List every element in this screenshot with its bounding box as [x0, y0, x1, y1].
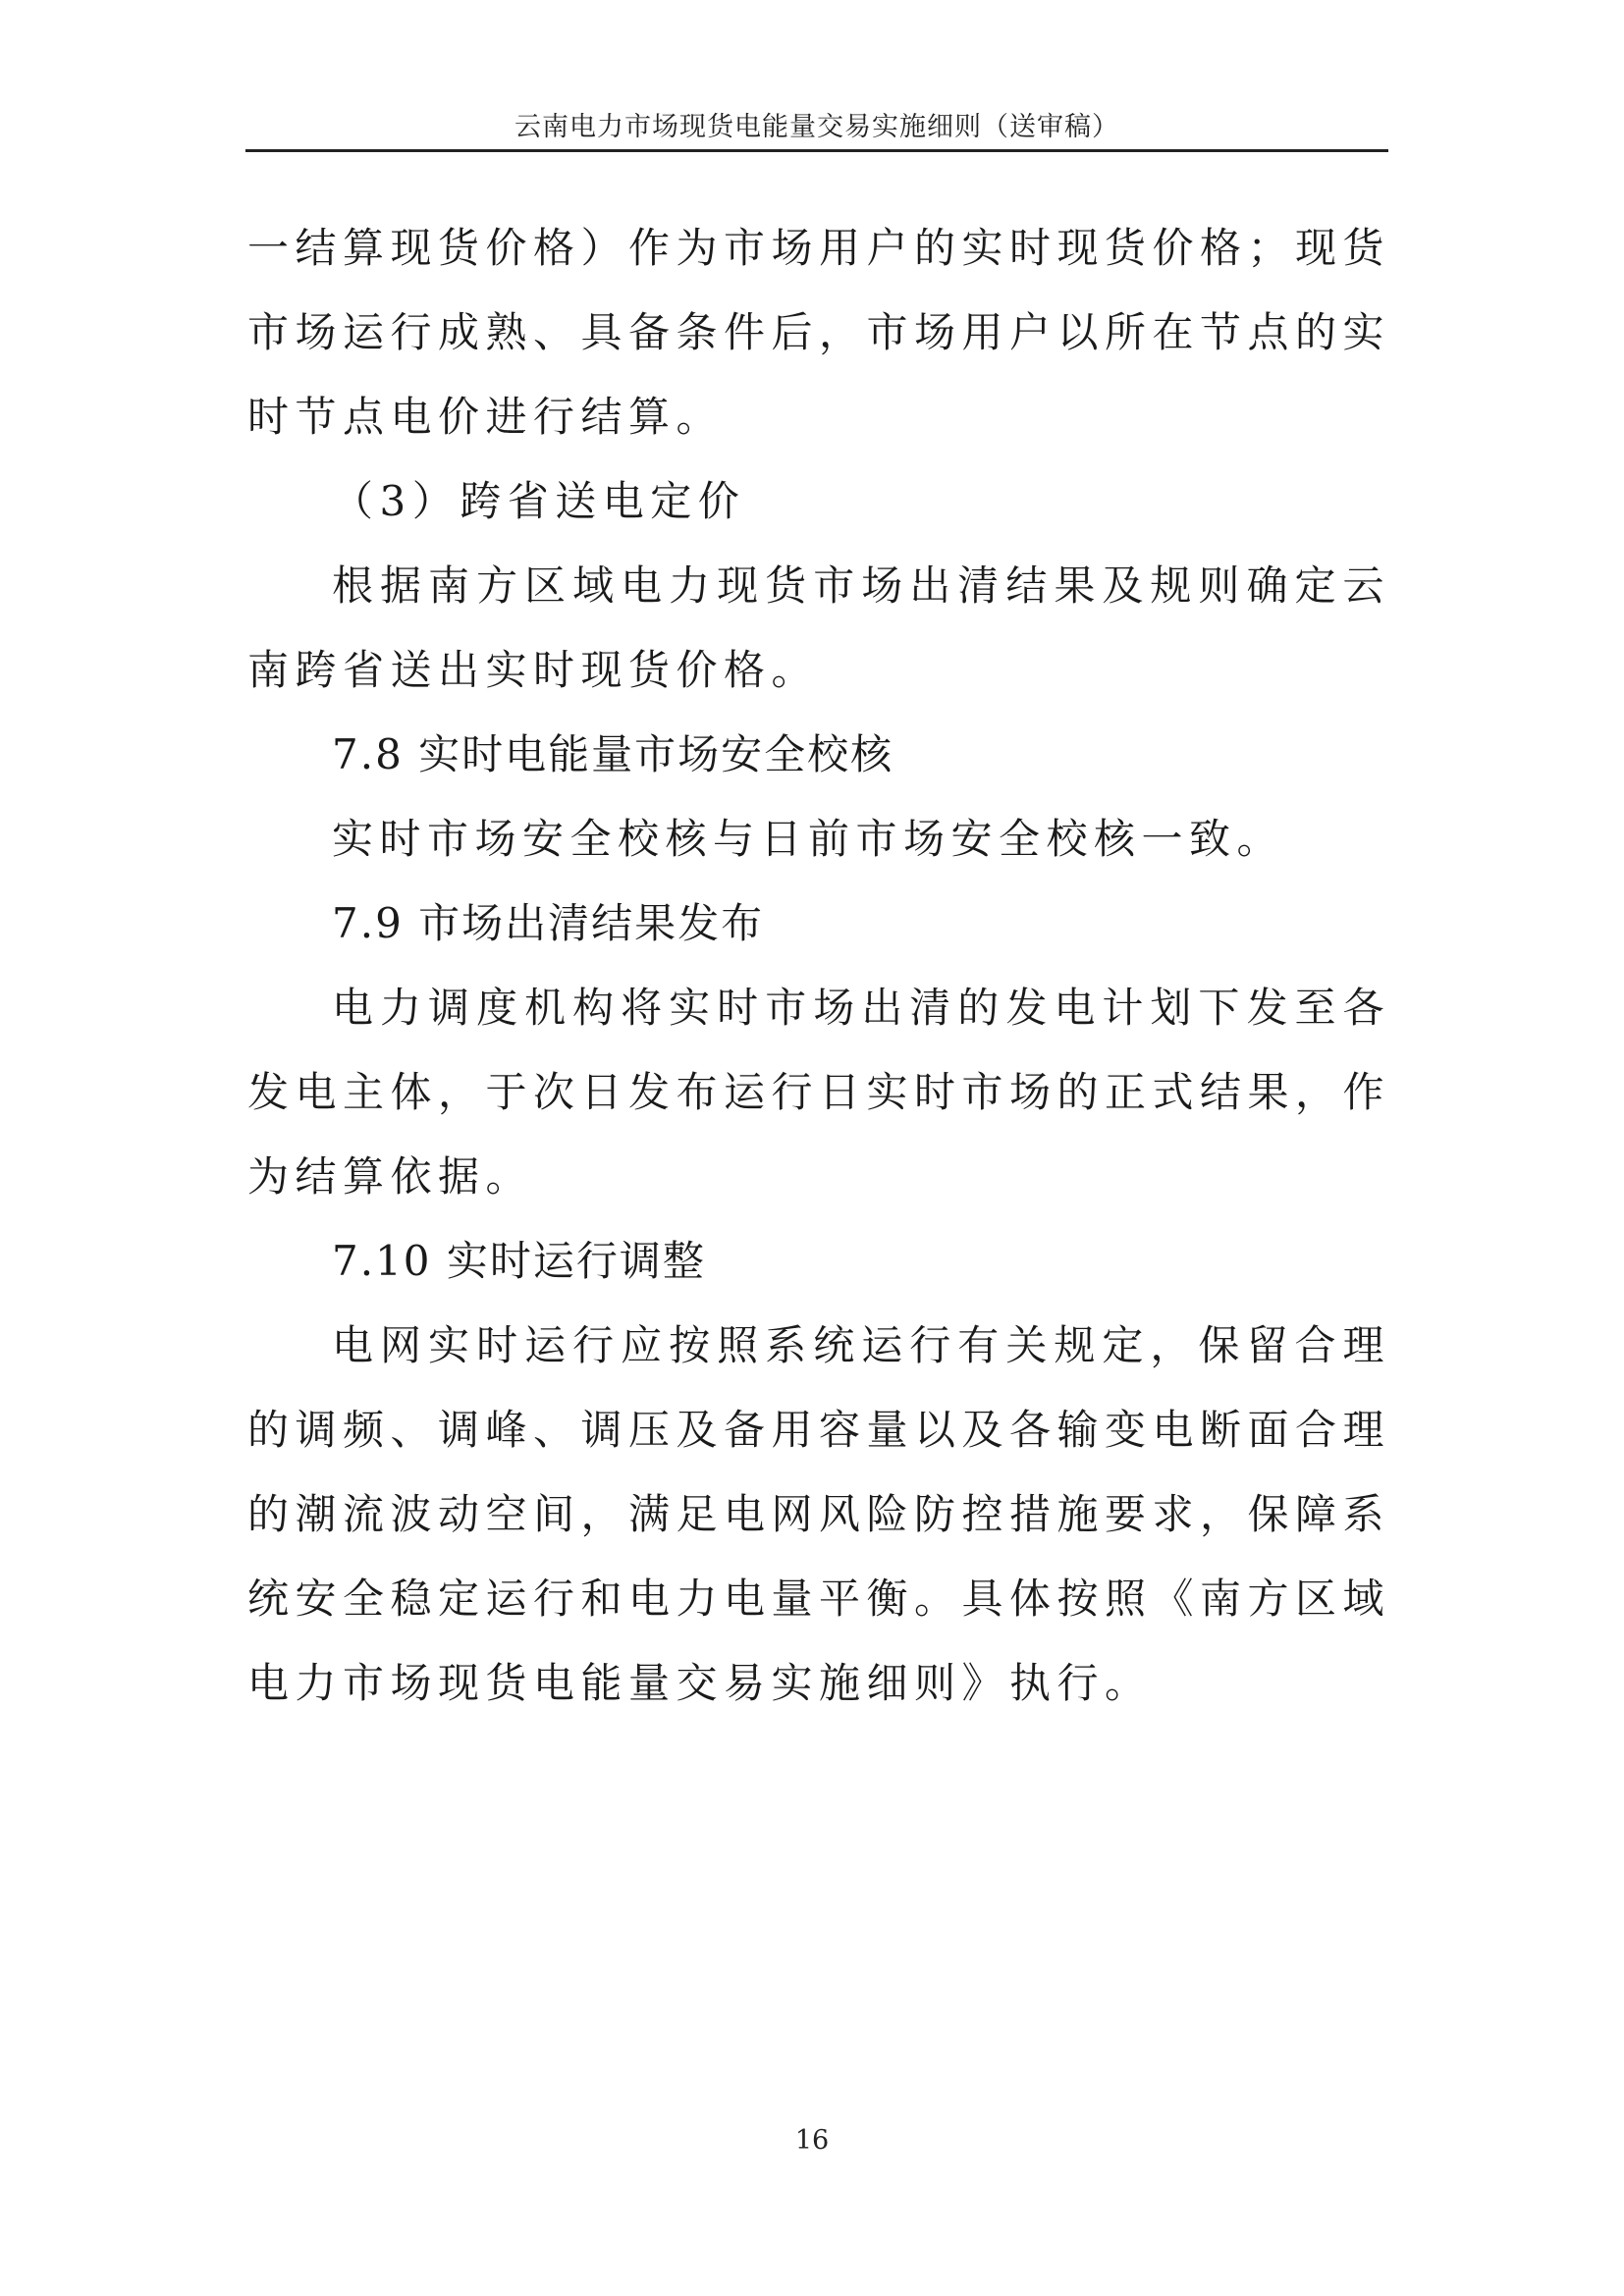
paragraph-results-publication: 电力调度机构将实时市场出清的发电计划下发至各发电主体，于次日发布运行日实时市场的正式结果，作为结算依据。 — [247, 984, 1391, 1201]
section-heading-7-9: 7.9 市场出清结果发布 — [332, 899, 765, 947]
paragraph-cross-province-pricing: 根据南方区域电力现货市场出清结果及规则确定云南跨省送出实时现货价格。 — [247, 561, 1390, 694]
paragraph-security-check: 实时市场安全校核与日前市场安全校核一致。 — [332, 815, 1285, 863]
paragraph-realtime-adjustment: 电网实时运行应按照系统运行有关规定，保留合理的调频、调峰、调压及备用容量以及各输变电断面合理的潮流波动空间，满足电网风险防控措施要求，保障系统安全稳定运行和电力电量平衡。具体按照《南方区域电力市场现货电能量交易实施细则》执行。 — [247, 1321, 1391, 1707]
section-heading-7-10: 7.10 实时运行调整 — [332, 1237, 706, 1285]
section-heading-7-8: 7.8 实时电能量市场安全校核 — [332, 730, 894, 778]
header-rule — [245, 149, 1388, 152]
page-number: 16 — [794, 2125, 830, 2156]
running-header: 云南电力市场现货电能量交易实施细则（送审稿） — [514, 112, 1119, 142]
document-body — [247, 206, 1390, 1726]
paragraph-settlement-continued: 一结算现货价格）作为市场用户的实时现货价格；现货市场运行成熟、具备条件后，市场用户以所在节点的实时节点电价进行结算。 — [247, 224, 1391, 441]
subheading-cross-province-pricing: （3）跨省送电定价 — [332, 477, 746, 525]
